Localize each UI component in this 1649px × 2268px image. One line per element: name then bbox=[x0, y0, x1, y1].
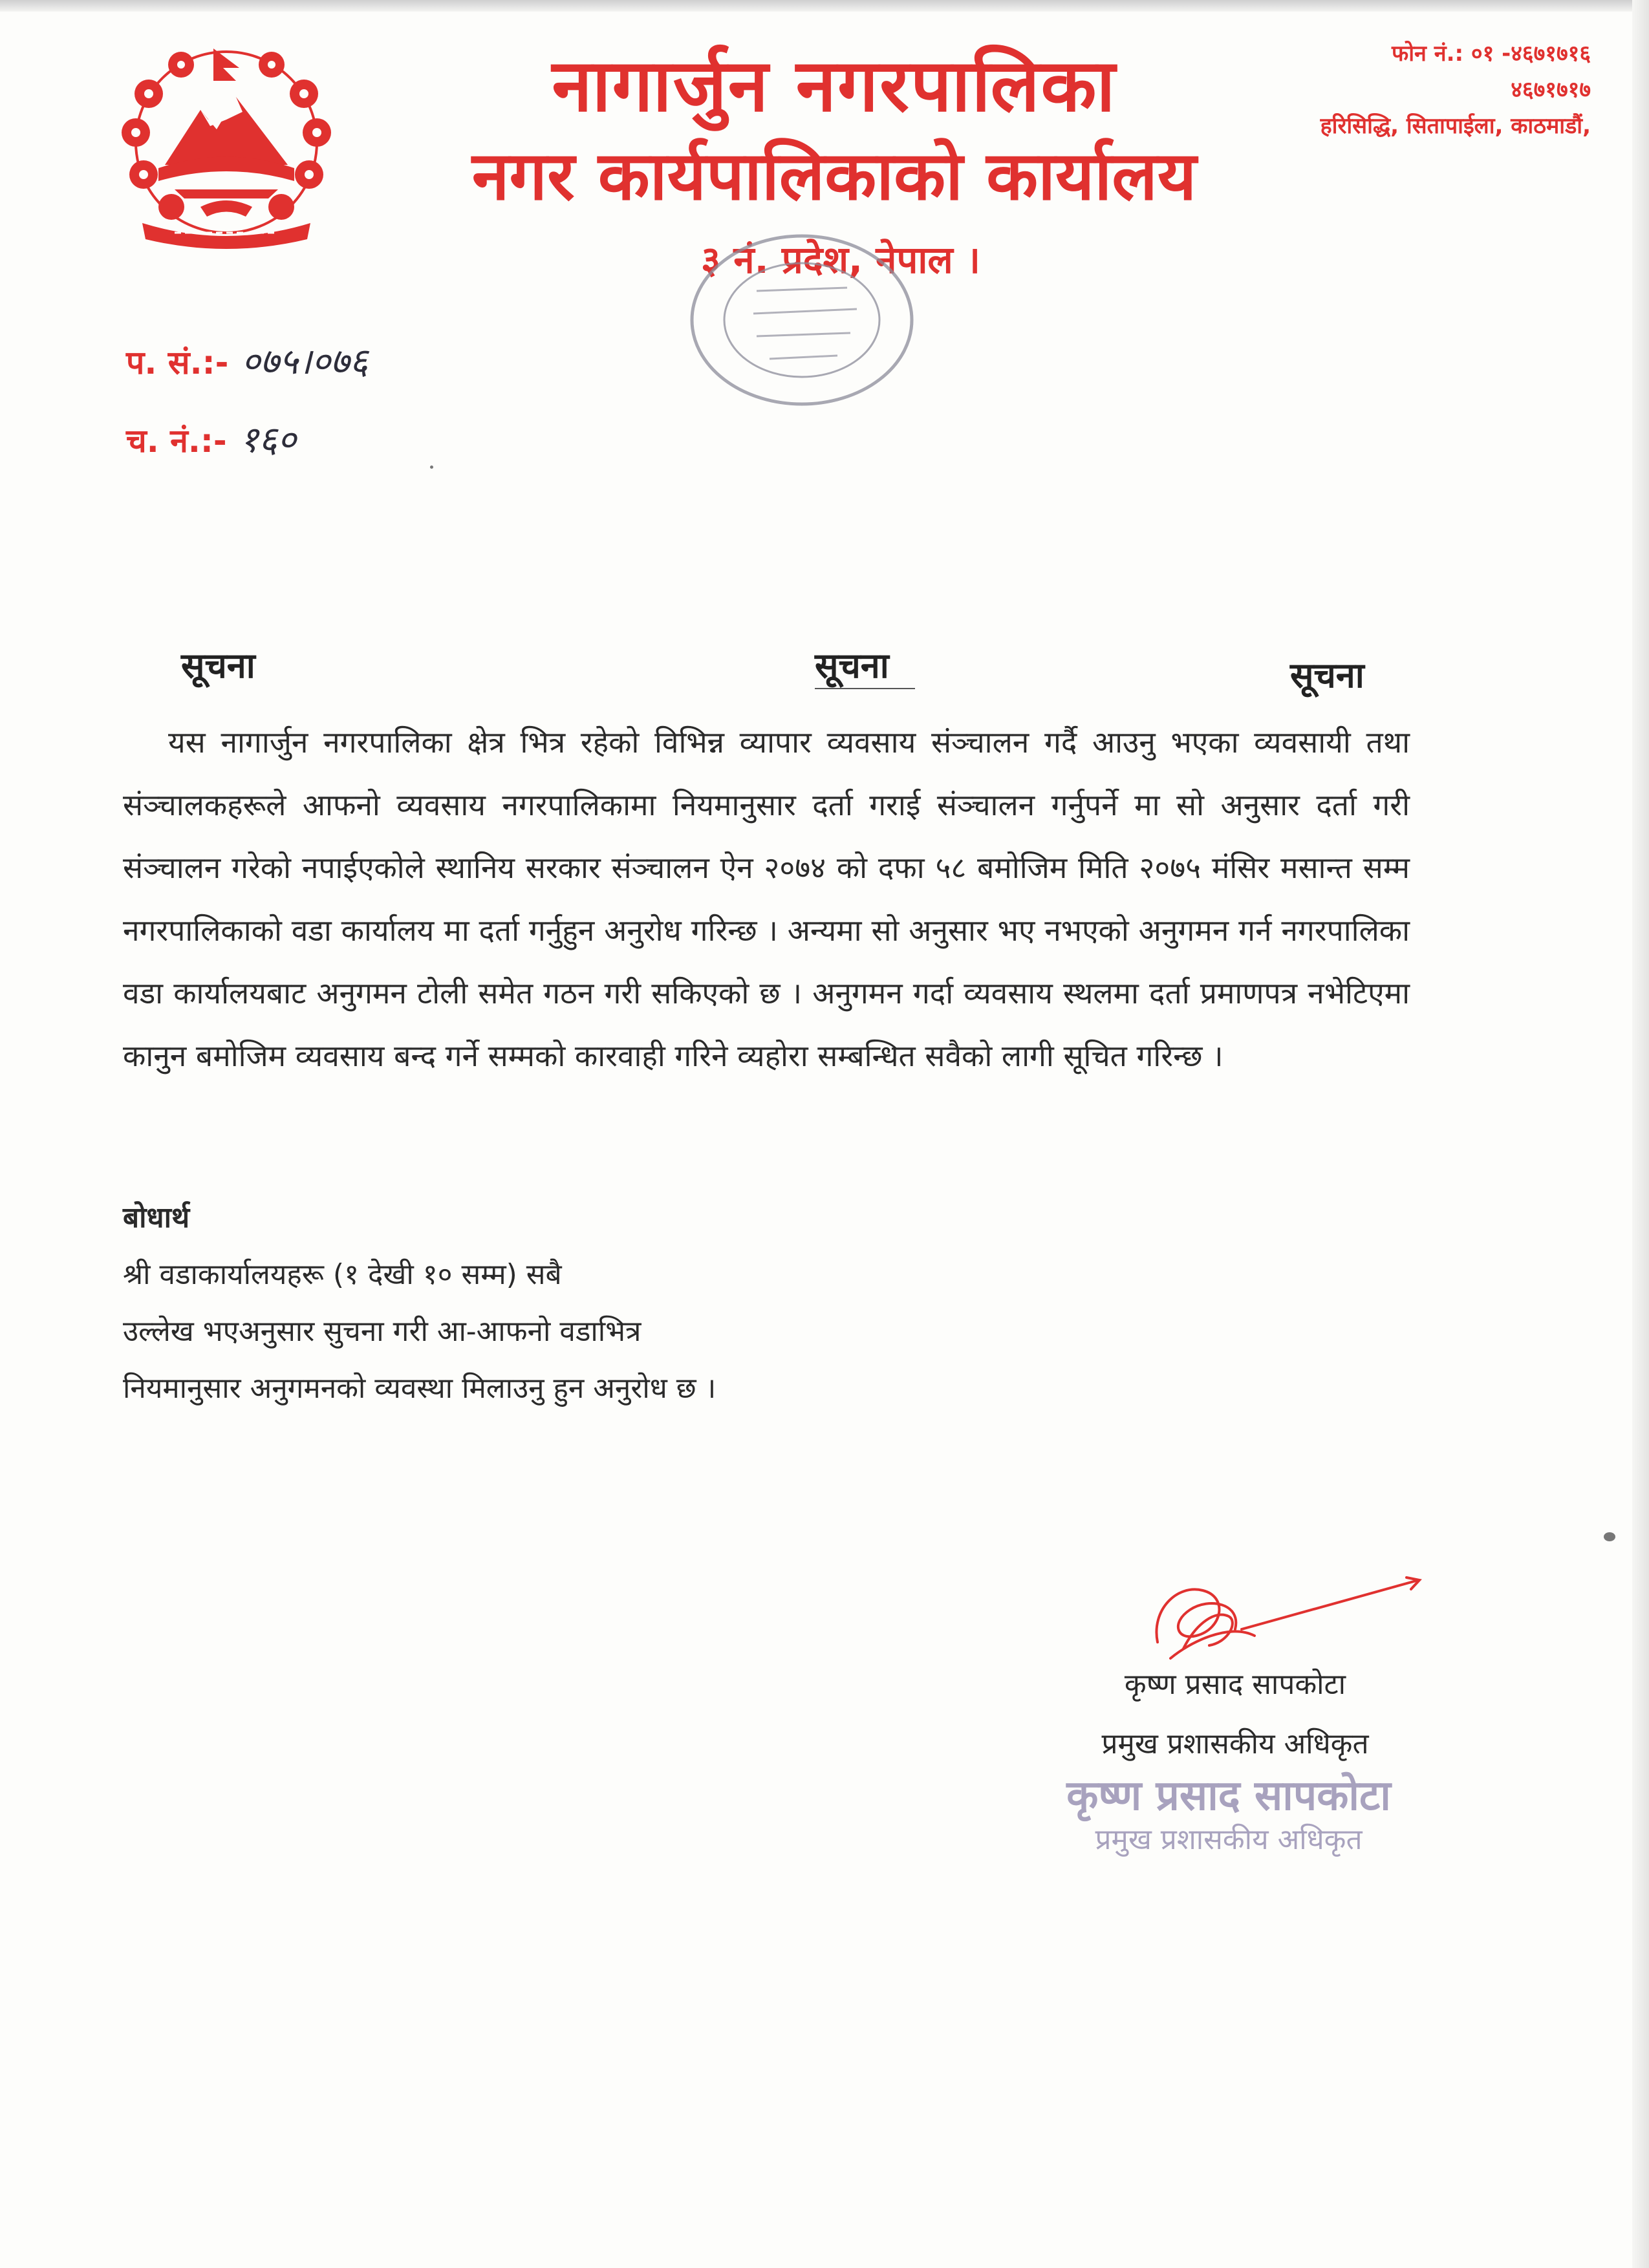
cc-line: श्री वडाकार्यालयहरू (१ देखी १० सम्म) सबै bbox=[123, 1258, 562, 1291]
patra-sankhya-value: ०७५।०७६ bbox=[241, 341, 369, 383]
signatory-name: कृष्ण प्रसाद सापकोटा bbox=[1124, 1668, 1346, 1701]
address-line: हरिसिद्धि, सितापाईला, काठमाडौं, bbox=[1320, 113, 1591, 139]
office-title: नगर कार्यपालिकाको कार्यालय bbox=[471, 136, 1197, 215]
signatory-block bbox=[1048, 1655, 1423, 1774]
cc-block bbox=[123, 1190, 716, 1417]
scan-edge-right bbox=[1632, 0, 1649, 2268]
scan-speck bbox=[430, 465, 433, 469]
scan-speck bbox=[1604, 1532, 1615, 1541]
scan-edge-top bbox=[0, 0, 1649, 12]
nepal-emblem-icon bbox=[103, 36, 349, 255]
chalani-number-row bbox=[126, 401, 368, 480]
cc-heading: बोधार्थ bbox=[123, 1201, 190, 1234]
phone-line: फोन नं.: ०१ -४६७१७१६ bbox=[1391, 41, 1591, 67]
chalani-number-value: १६० bbox=[239, 419, 297, 461]
chalani-number-label: च. नं.:- bbox=[126, 422, 227, 460]
cc-line: उल्लेख भएअनुसार सुचना गरी आ-आफनो वडाभित्र bbox=[123, 1315, 641, 1348]
patra-sankhya-row bbox=[126, 323, 368, 401]
contact-block bbox=[1320, 36, 1591, 144]
reference-block bbox=[126, 323, 368, 480]
municipality-title: नागार्जुन नगरपालिका bbox=[552, 44, 1117, 128]
notice-body: यस नागार्जुन नगरपालिका क्षेत्र भित्र रहेको विभिन्न व्यापार व्यवसाय संञ्चालन गर्दै आउनु भएका व्यवसायी तथा संञ्चालकहरूले आफनो व्यवसाय नगरपालिकामा नियमानुसार दर्ता गराई संञ्चालन गर्नुपर्ने मा सो अनुसार दर्ता गरी संञ्चालन गरेको नपाईएकोले स्थानिय सरकार संञ्चालन ऐन २०७४ को दफा ५८ बमोजिम मिति २०७५ मंसिर मसान्त सम्म नगरपालिकाको वडा कार्यालय मा दर्ता गर्नुहुन अनुरोध गरिन्छ । अन्यमा सो अनुसार भए नभएको अनुगमन गर्न नगरपालिका वडा कार्यालयबाट अनुगमन टोली समेत गठन गरी सकिएको छ । अनुगमन गर्दा व्यवसाय स्थलमा दर्ता प्रमाणपत्र नभेटिएमा कानुन बमोजिम व्यवसाय बन्द गर्ने सम्मको कारवाही गरिने व्यहोरा सम्बन्धित सवैको लागी सूचित गरिन्छ । bbox=[123, 725, 1410, 1073]
name-stamp bbox=[1028, 1771, 1429, 1858]
notice-heading-right: सूचना bbox=[1290, 655, 1364, 696]
phone-line-2: ४६७१७१७ bbox=[1511, 77, 1591, 103]
notice-heading-left: सूचना bbox=[181, 645, 255, 686]
round-office-stamp-icon bbox=[673, 226, 944, 414]
name-stamp-title: प्रमुख प्रशासकीय अधिकृत bbox=[1095, 1823, 1363, 1856]
patra-sankhya-label: प. सं.:- bbox=[126, 344, 229, 381]
name-stamp-name: कृष्ण प्रसाद सापकोटा bbox=[1066, 1772, 1391, 1820]
province-line: ३ नं. प्रदेश, नेपाल । bbox=[701, 238, 980, 282]
notice-heading-center: सूचना bbox=[815, 640, 915, 689]
cc-line: नियमानुसार अनुगमनको व्यवस्था मिलाउनु हुन अनुरोध छ । bbox=[123, 1372, 717, 1405]
signatory-title: प्रमुख प्रशासकीय अधिकृत bbox=[1101, 1728, 1369, 1760]
